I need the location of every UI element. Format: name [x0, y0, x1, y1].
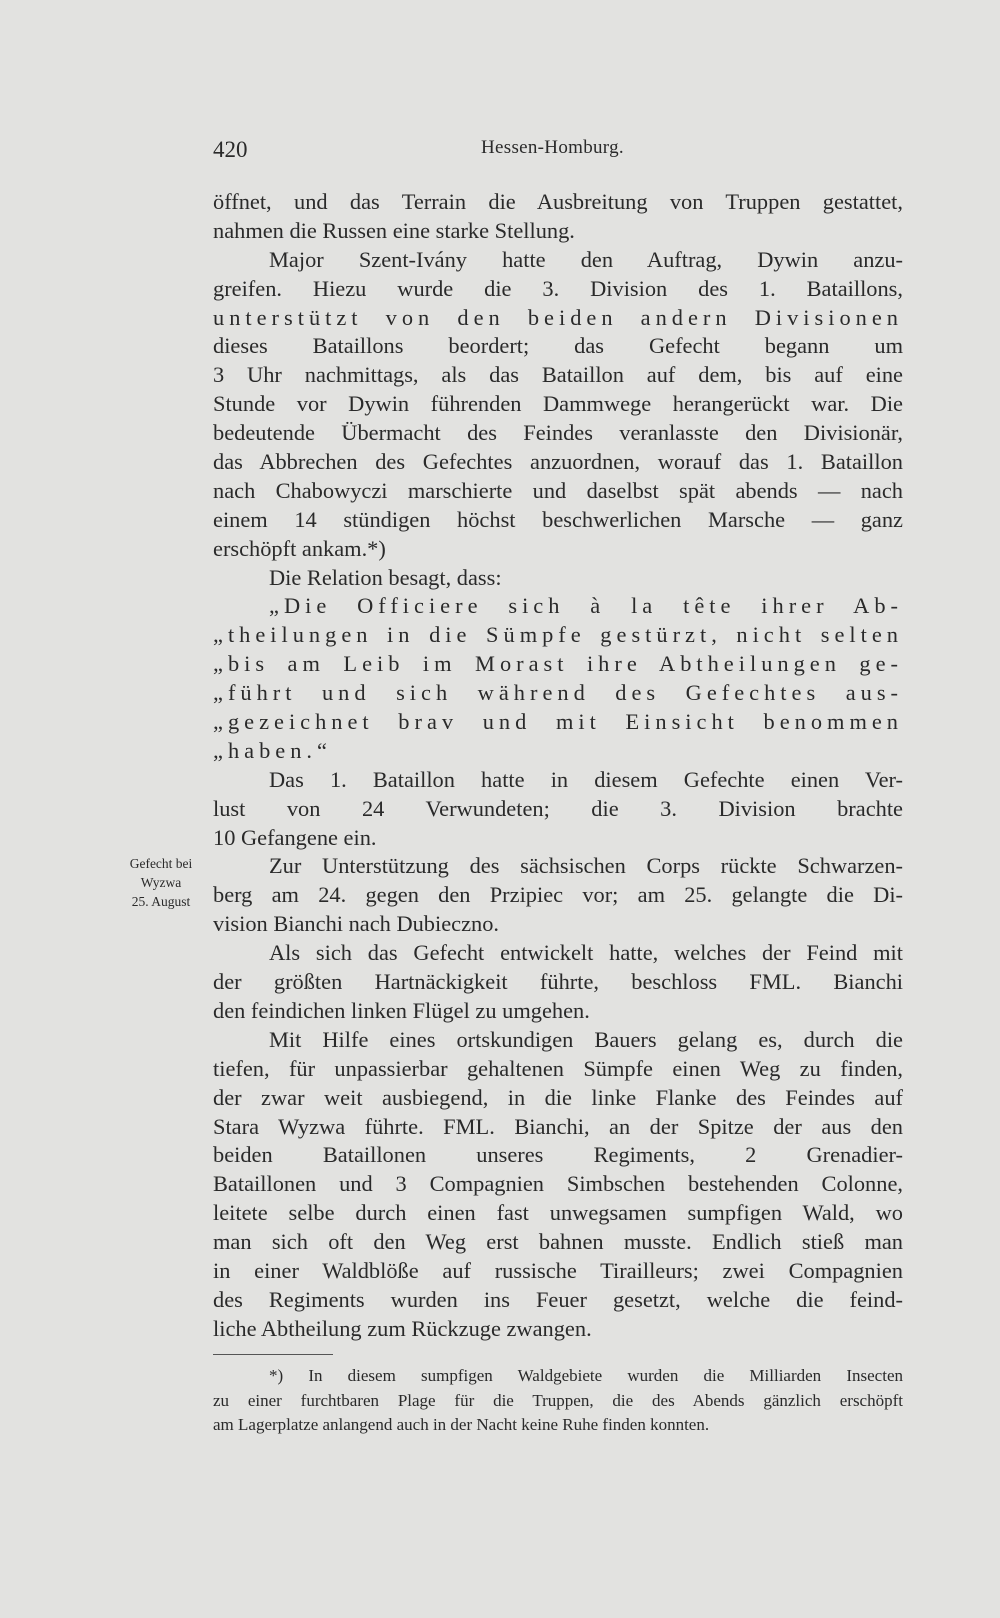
text-line: berg am 24. gegen den Przipiec vor; am 25. gelangte die Di-	[213, 882, 903, 908]
text-line: dieses Bataillons beordert; das Gefecht begann um	[213, 333, 903, 359]
text-line: greifen. Hiezu wurde die 3. Division des 1. Bataillons,	[213, 275, 903, 301]
margin-note	[118, 854, 204, 911]
text-line: das Abbrechen des Gefechtes anzuordnen, worauf das 1. Bataillon	[213, 449, 903, 475]
text-line: „theilungen in die Sümpfe gestürzt, nicht selten	[213, 622, 903, 648]
text-line: Mit Hilfe eines ortskundigen Bauers gelang es, durch die	[269, 1026, 903, 1052]
text-line: nach Chabowyczi marschierte und daselbst spät abends — nach	[213, 477, 903, 503]
text-line: bedeutende Übermacht des Feindes veranlasste den Divisionär,	[213, 420, 903, 446]
footnote	[213, 1364, 903, 1438]
body-text	[213, 188, 903, 1344]
text-line: „gezeichnet brav und mit Einsicht benommen	[213, 709, 903, 735]
text-line: „haben.“	[213, 737, 332, 763]
text-line: Als sich das Gefecht entwickelt hatte, welches der Feind mit	[269, 940, 903, 966]
text-line: einem 14 stündigen höchst beschwerlichen Marsche — ganz	[213, 506, 903, 532]
text-line: man sich oft den Weg erst bahnen musste. Endlich stieß man	[213, 1229, 903, 1255]
text-line: in einer Waldblöße auf russische Tirailleurs; zwei Compagnien	[213, 1257, 903, 1283]
margin-note-line: Wyzwa	[140, 875, 182, 890]
text-line: Stara Wyzwa führte. FML. Bianchi, an der Spitze der aus den	[213, 1113, 903, 1139]
text-line: den feindichen linken Flügel zu umgehen.	[213, 997, 590, 1023]
text-line: leitete selbe durch einen fast unwegsamen sumpfigen Wald, wo	[213, 1200, 903, 1226]
text-line: lust von 24 Verwundeten; die 3. Division brachte	[213, 795, 903, 821]
margin-note-line: 25. August	[131, 894, 191, 909]
footnote-line: am Lagerplatze anlangend auch in der Nacht keine Ruhe finden konnten.	[213, 1415, 710, 1434]
text-line: liche Abtheilung zum Rückzuge zwangen.	[213, 1315, 592, 1341]
text-line: Bataillonen und 3 Compagnien Simbschen bestehenden Colonne,	[213, 1171, 903, 1197]
text-line: öffnet, und das Terrain die Ausbreitung von Truppen gestattet,	[213, 189, 903, 214]
text-line: unterstützt von den beiden andern Divisionen	[213, 304, 903, 330]
text-line: tiefen, für unpassierbar gehaltenen Sümpfe einen Weg zu finden,	[213, 1055, 903, 1081]
text-line: Stunde vor Dywin führenden Dammwege herangerückt war. Die	[213, 391, 903, 417]
footnote-line: zu einer furchtbaren Plage für die Truppen, die des Abends gänzlich erschöpft	[213, 1390, 903, 1410]
text-line: des Regiments wurden ins Feuer gesetzt, welche die feind-	[213, 1286, 903, 1312]
text-line: „bis am Leib im Morast ihre Abtheilungen ge-	[213, 651, 903, 677]
text-line: 10 Gefangene ein.	[213, 824, 377, 850]
text-line: „Die Officiere sich à la tête ihrer Ab-	[269, 593, 903, 619]
text-line: 3 Uhr nachmittags, als das Bataillon auf dem, bis auf eine	[213, 362, 903, 388]
text-line: Das 1. Bataillon hatte in diesem Gefechte einen Ver-	[269, 766, 903, 792]
text-line: Major Szent-Ivány hatte den Auftrag, Dywin anzu-	[269, 246, 903, 272]
text-line: beiden Bataillonen unseres Regiments, 2 Grenadier-	[213, 1142, 903, 1168]
running-head: Hessen-Homburg.	[481, 137, 624, 158]
footnote-divider	[213, 1354, 333, 1355]
text-line: „führt und sich während des Gefechtes aus-	[213, 680, 903, 706]
text-line: erschöpft ankam.*)	[213, 535, 386, 561]
text-line: Die Relation besagt, dass:	[269, 564, 502, 590]
text-line: nahmen die Russen eine starke Stellung.	[213, 217, 575, 243]
page-header	[213, 133, 903, 169]
text-line: der größten Hartnäckigkeit führte, beschloss FML. Bianchi	[213, 969, 903, 995]
text-line: vision Bianchi nach Dubieczno.	[213, 911, 500, 937]
text-line: der zwar weit ausbiegend, in die linke Flanke des Feindes auf	[213, 1084, 903, 1110]
text-line: Zur Unterstützung des sächsischen Corps rückte Schwarzen-	[269, 853, 903, 879]
margin-note-line: Gefecht bei	[129, 856, 193, 871]
page-number: 420	[213, 137, 248, 162]
footnote-line: *) In diesem sumpfigen Waldgebiete wurden die Milliarden Insecten	[269, 1366, 903, 1385]
